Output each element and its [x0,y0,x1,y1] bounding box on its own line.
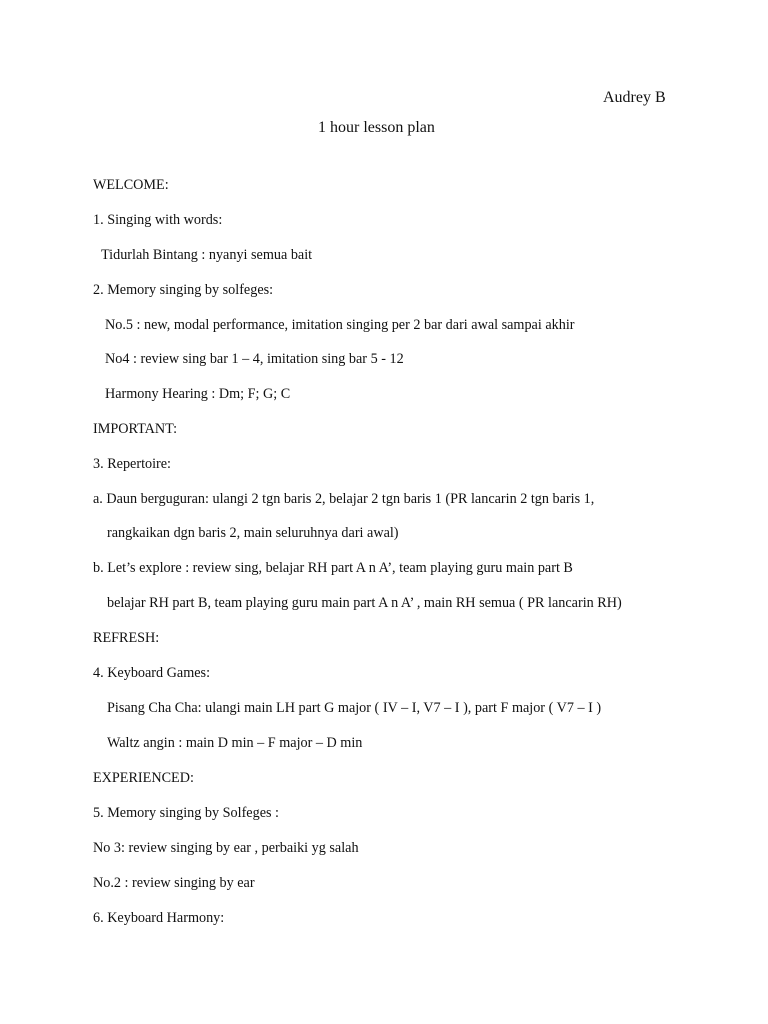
list-subitem: Pisang Cha Cha: ulangi main LH part G major ( IV – I, V7 – I ), part F major ( V7 – I ) [107,700,602,716]
page-title: 1 hour lesson plan [318,119,435,136]
list-subitem: Tidurlah Bintang : nyanyi semua bait [101,247,313,263]
list-subitem: No.5 : new, modal performance, imitation singing per 2 bar dari awal sampai akhir [105,317,575,333]
section-heading-refresh: REFRESH: [93,630,160,646]
list-item: 6. Keyboard Harmony: [93,910,225,926]
section-heading-experienced: EXPERIENCED: [93,770,194,786]
section-heading-important: IMPORTANT: [93,421,178,437]
list-subitem: Waltz angin : main D min – F major – D min [107,735,363,751]
author-name: Audrey B [603,89,666,106]
list-subitem-continued: belajar RH part B, team playing guru main part A n A’ , main RH semua ( PR lancarin RH) [107,595,622,611]
list-subitem: Harmony Hearing : Dm; F; G; C [105,386,291,402]
list-item: 4. Keyboard Games: [93,665,211,681]
list-subitem-continued: rangkaikan dgn baris 2, main seluruhnya dari awal) [107,525,399,541]
list-subitem: a. Daun berguguran: ulangi 2 tgn baris 2, belajar 2 tgn baris 1 (PR lancarin 2 tgn baris 1, [93,491,595,507]
list-item: 5. Memory singing by Solfeges : [93,805,280,821]
list-subitem: b. Let’s explore : review sing, belajar RH part A n A’, team playing guru main part B [93,560,573,576]
list-subitem: No.2 : review singing by ear [93,875,255,891]
list-item: 3. Repertoire: [93,456,172,472]
section-heading-welcome: WELCOME: [93,177,169,193]
list-subitem: No4 : review sing bar 1 – 4, imitation sing bar 5 - 12 [105,351,404,367]
list-item: 1. Singing with words: [93,212,223,228]
list-item: 2. Memory singing by solfeges: [93,282,274,298]
list-subitem: No 3: review singing by ear , perbaiki yg salah [93,840,359,856]
